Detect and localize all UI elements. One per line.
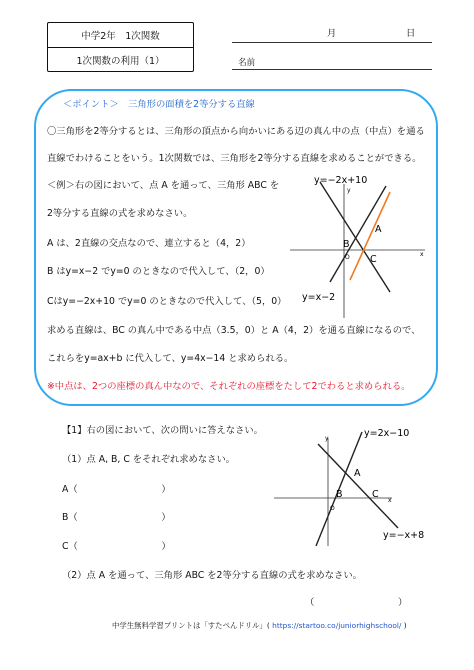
example-line1: ＜例＞右の図において、点 A を通って、三角形 ABC を xyxy=(47,180,280,191)
y-axis-label: y xyxy=(325,435,329,442)
answer-explanation-2: これらをy=ax+b に代入して、y=4x−14 と求められる。 xyxy=(47,353,294,364)
question-1: （1）点 A, B, C をそれぞれ求めなさい。 xyxy=(62,454,236,465)
example-graph xyxy=(280,170,430,320)
point-a-label: A xyxy=(375,224,382,235)
grade-title: 中学2年 1次関数 xyxy=(81,31,160,42)
footer-close: ) xyxy=(403,621,407,630)
origin-label: O xyxy=(345,254,350,261)
question-graph xyxy=(272,426,447,552)
point-line1: 〇三角形を2等分するとは、三角形の頂点から向かいにある辺の真ん中の点（中点）を通る xyxy=(47,126,425,137)
answer-c-field[interactable]: C（ ） xyxy=(62,541,171,552)
line-y-neg-x-plus-8 xyxy=(318,444,398,528)
day-label: 日 xyxy=(406,28,416,39)
x-axis-label: x xyxy=(388,497,392,504)
example-line2: 2等分する直線の式を求めなさい。 xyxy=(47,208,193,219)
label-y-neg2x-plus-10: y=−2x+10 xyxy=(314,175,368,186)
point-a-label: A xyxy=(354,468,361,479)
y-axis-label: y xyxy=(347,187,351,194)
point-b-label: B xyxy=(336,489,343,500)
answer-b-field[interactable]: B（ ） xyxy=(62,512,171,523)
label-y-2x-minus-10: y=2x−10 xyxy=(364,428,410,439)
bisecting-line-orange xyxy=(350,192,390,280)
point-line2: 直線でわけることをいう。1次関数では、三角形を2等分する直線を求めることができる。 xyxy=(47,153,422,164)
answer-explanation-1: 求める直線は、BC の真ん中である中点（3.5，0）と A（4，2）を通る直線になるので、 xyxy=(47,325,421,336)
point-c-label: C xyxy=(370,254,377,265)
footer-link[interactable]: https://startoo.co/juniorhighschool/ xyxy=(272,621,402,630)
x-axis-label: x xyxy=(420,251,424,258)
footer-text: 中学生無料学習プリントは「すたぺんドリル」( xyxy=(112,621,270,630)
point-b-explanation: B はy=x−2 でy=0 のときなので代入して、（2，0） xyxy=(47,266,270,277)
answer-a-field[interactable]: A（ ） xyxy=(62,484,171,495)
answer-q2-field[interactable]: （ ） xyxy=(305,597,408,608)
footer xyxy=(112,620,407,632)
question-2: （2）点 A を通って、三角形 ABC を2等分する直線の式を求めなさい。 xyxy=(62,570,362,581)
name-label: 名前 xyxy=(238,58,256,68)
name-line[interactable] xyxy=(232,69,432,70)
topic-title: 1次関数の利用（1） xyxy=(48,47,193,72)
worksheet-title-box xyxy=(47,22,194,72)
question-prompt: 【1】右の図において、次の問いに答えなさい。 xyxy=(62,425,263,436)
point-heading: ＜ポイント＞ 三角形の面積を2等分する直線 xyxy=(63,99,255,110)
label-y-neg-x-plus-8: y=−x+8 xyxy=(383,530,425,541)
label-y-x-minus-2: y=x−2 xyxy=(302,292,336,303)
date-line xyxy=(232,42,432,43)
point-a-explanation: A は、2直線の交点なので、連立すると（4，2） xyxy=(47,238,251,249)
midpoint-note: ※中点は、2つの座標の真ん中なので、それぞれの座標をたして2でわると求められる。 xyxy=(47,381,411,392)
point-c-explanation: Cはy=−2x+10 でy=0 のときなので代入して、（5，0） xyxy=(47,296,287,307)
origin-label: O xyxy=(330,505,335,512)
point-c-label: C xyxy=(372,489,379,500)
point-b-label: B xyxy=(343,239,350,250)
month-label: 月 xyxy=(327,28,337,39)
